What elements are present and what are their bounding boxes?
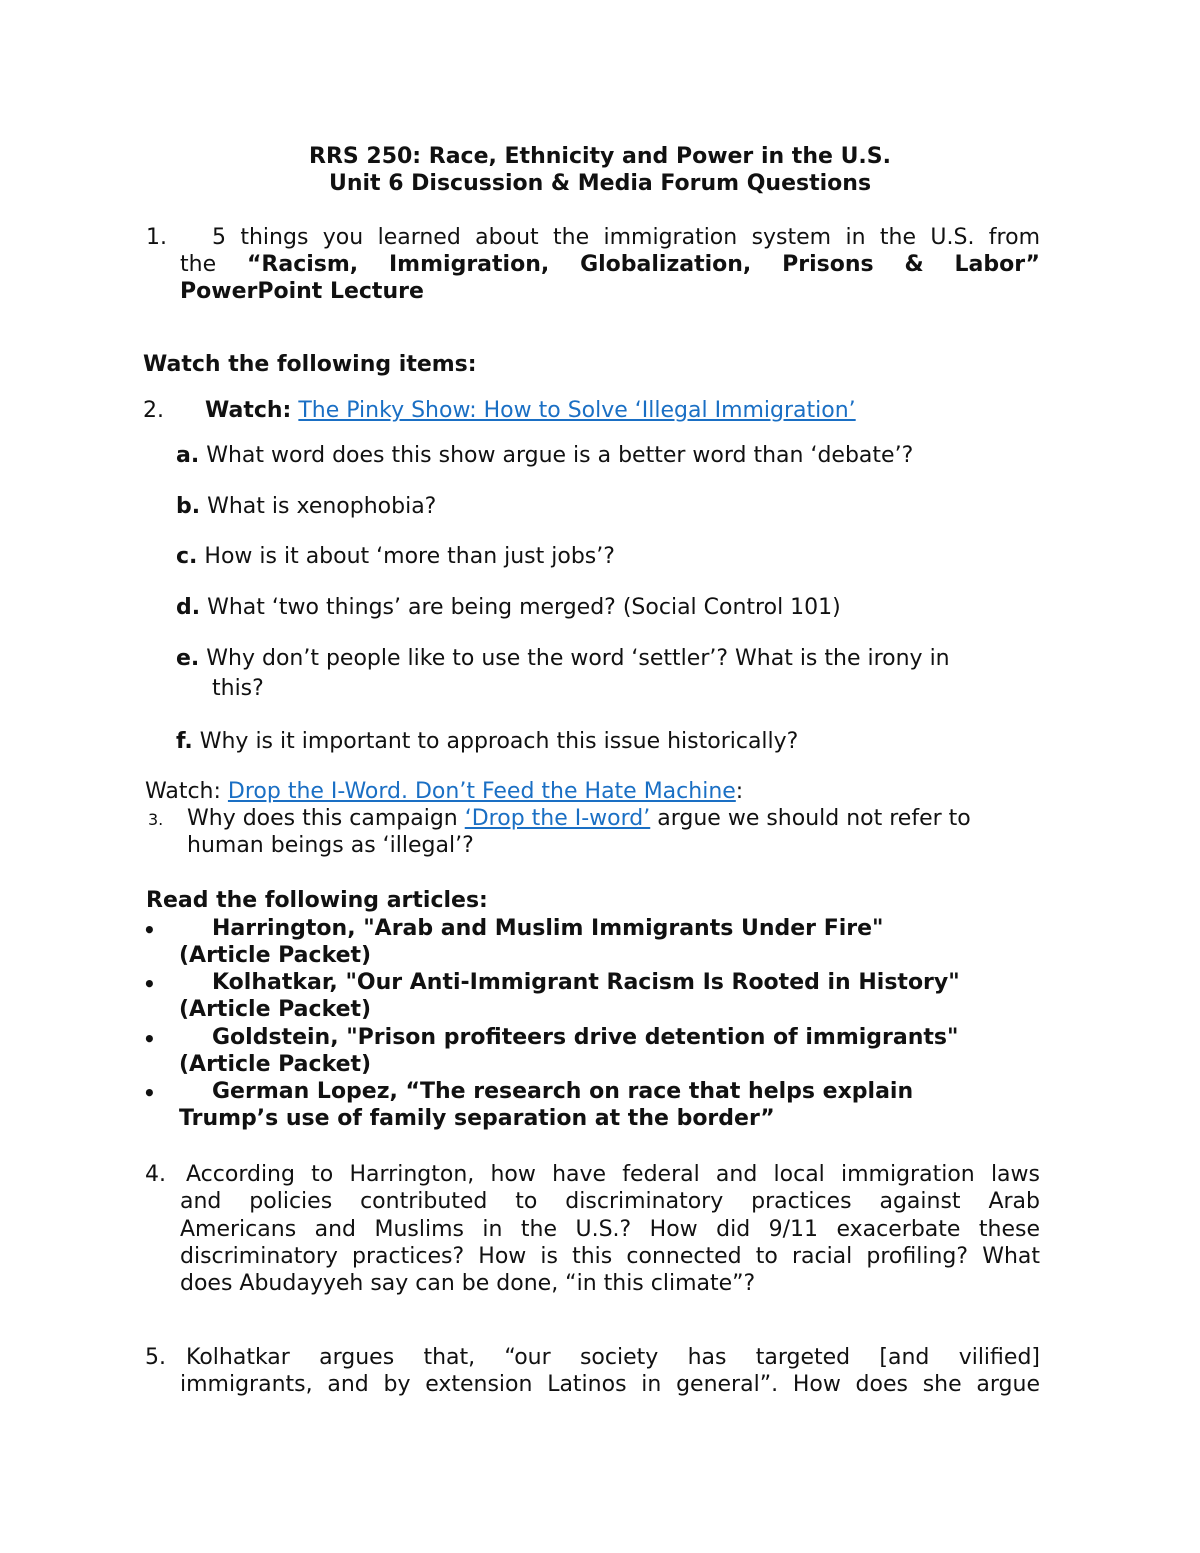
q2-sub-e xyxy=(176,646,950,671)
page-subtitle: Unit 6 Discussion & Media Forum Questions xyxy=(328,171,872,196)
q3-text: Why does this campaign xyxy=(187,806,465,831)
q1-quote-word: Labor” xyxy=(954,252,1040,277)
q1-quote-word: Globalization, xyxy=(580,252,752,277)
q2-sub-b xyxy=(176,494,436,519)
article-title: Kolhatkar, "Our Anti-Immigrant Racism Is Rooted in History" xyxy=(212,970,960,995)
q2-sub-f xyxy=(176,729,798,754)
q1-line3: PowerPoint Lecture xyxy=(180,279,424,304)
sub-letter: b. xyxy=(176,494,201,519)
bullet-icon: • xyxy=(143,972,156,996)
q4-line: discriminatory practices? How is this connected to racial profiling? What xyxy=(180,1244,1040,1269)
q3-watch-line xyxy=(145,779,743,804)
q3-watch-colon: : xyxy=(735,779,744,804)
q1-quote-word: Prisons xyxy=(782,252,874,277)
q1-line1: 5 things you learned about the immigration system in the U.S. from xyxy=(212,225,1040,250)
q4-number: 4. xyxy=(145,1162,166,1187)
pinky-show-link[interactable]: The Pinky Show: How to Solve ‘Illegal Immigration’ xyxy=(298,398,856,423)
sub-letter: c. xyxy=(176,544,198,569)
bullet-icon: • xyxy=(143,1081,156,1105)
sub-text: What word does this show argue is a better word than ‘debate’? xyxy=(206,443,914,468)
q1-quote-word: “Racism, xyxy=(246,252,359,277)
q5-line: immigrants, and by extension Latinos in general”. How does she argue xyxy=(180,1372,1040,1397)
q2-sub-c xyxy=(176,544,615,569)
q2-sub-e-line2: this? xyxy=(212,676,264,701)
q1-quote-word: Immigration, xyxy=(389,252,550,277)
bullet-icon: • xyxy=(143,1027,156,1051)
sub-text: How is it about ‘more than just jobs’? xyxy=(204,544,615,569)
q4-line: and policies contributed to discriminatory practices against Arab xyxy=(180,1189,1040,1214)
sub-letter: a. xyxy=(176,443,200,468)
sub-letter: e. xyxy=(176,646,200,671)
q1-line2-prefix: the xyxy=(180,252,217,277)
watch-heading: Watch the following items: xyxy=(143,352,477,377)
sub-text: Why is it important to approach this issue historically? xyxy=(199,729,799,754)
sub-letter: d. xyxy=(176,595,201,620)
q3-watch-label: Watch: xyxy=(145,779,228,804)
article-source: (Article Packet) xyxy=(179,1052,372,1077)
sub-text: Why don’t people like to use the word ‘settler’? What is the irony in xyxy=(206,646,950,671)
q2-sub-a xyxy=(176,443,913,468)
q4-line: According to Harrington, how have federal and local immigration laws xyxy=(186,1162,1040,1187)
article-source: (Article Packet) xyxy=(179,943,372,968)
q3-line1 xyxy=(187,806,971,831)
q1-number: 1. xyxy=(146,225,167,250)
q3-text: argue we should not refer to xyxy=(650,806,971,831)
sub-letter: f. xyxy=(176,729,193,754)
q4-line: does Abudayyeh say can be done, “in this climate”? xyxy=(180,1271,756,1296)
q2-number: 2. xyxy=(143,398,164,423)
q2-watch-line xyxy=(205,398,856,423)
q3-line2: human beings as ‘illegal’? xyxy=(187,833,474,858)
q2-sub-d xyxy=(176,595,841,620)
bullet-icon: • xyxy=(143,918,156,942)
q1-quote-word: & xyxy=(904,252,924,277)
q3-number: 3. xyxy=(148,810,164,829)
drop-i-word-campaign-link[interactable]: ‘Drop the I-word’ xyxy=(464,806,651,831)
page-title: RRS 250: Race, Ethnicity and Power in the U.S. xyxy=(309,144,891,169)
article-title: German Lopez, “The research on race that helps explain xyxy=(212,1079,914,1104)
sub-text: What ‘two things’ are being merged? (Social Control 101) xyxy=(207,595,841,620)
q4-line: Americans and Muslims in the U.S.? How did 9/11 exacerbate these xyxy=(180,1217,1040,1242)
article-title: Goldstein, "Prison profiteers drive detention of immigrants" xyxy=(212,1025,959,1050)
article-title: Harrington, "Arab and Muslim Immigrants Under Fire" xyxy=(212,916,884,941)
sub-text: What is xenophobia? xyxy=(207,494,437,519)
drop-the-i-word-link[interactable]: Drop the I-Word. Don’t Feed the Hate Machine xyxy=(227,779,736,804)
q2-watch-label: Watch: xyxy=(205,398,292,423)
article-source: (Article Packet) xyxy=(179,997,372,1022)
q5-line: Kolhatkar argues that, “our society has targeted [and vilified] xyxy=(186,1345,1040,1370)
q1-line2 xyxy=(180,252,1040,277)
read-heading: Read the following articles: xyxy=(146,888,488,913)
article-title-cont: Trump’s use of family separation at the border” xyxy=(179,1106,775,1131)
q5-number: 5. xyxy=(145,1345,166,1370)
